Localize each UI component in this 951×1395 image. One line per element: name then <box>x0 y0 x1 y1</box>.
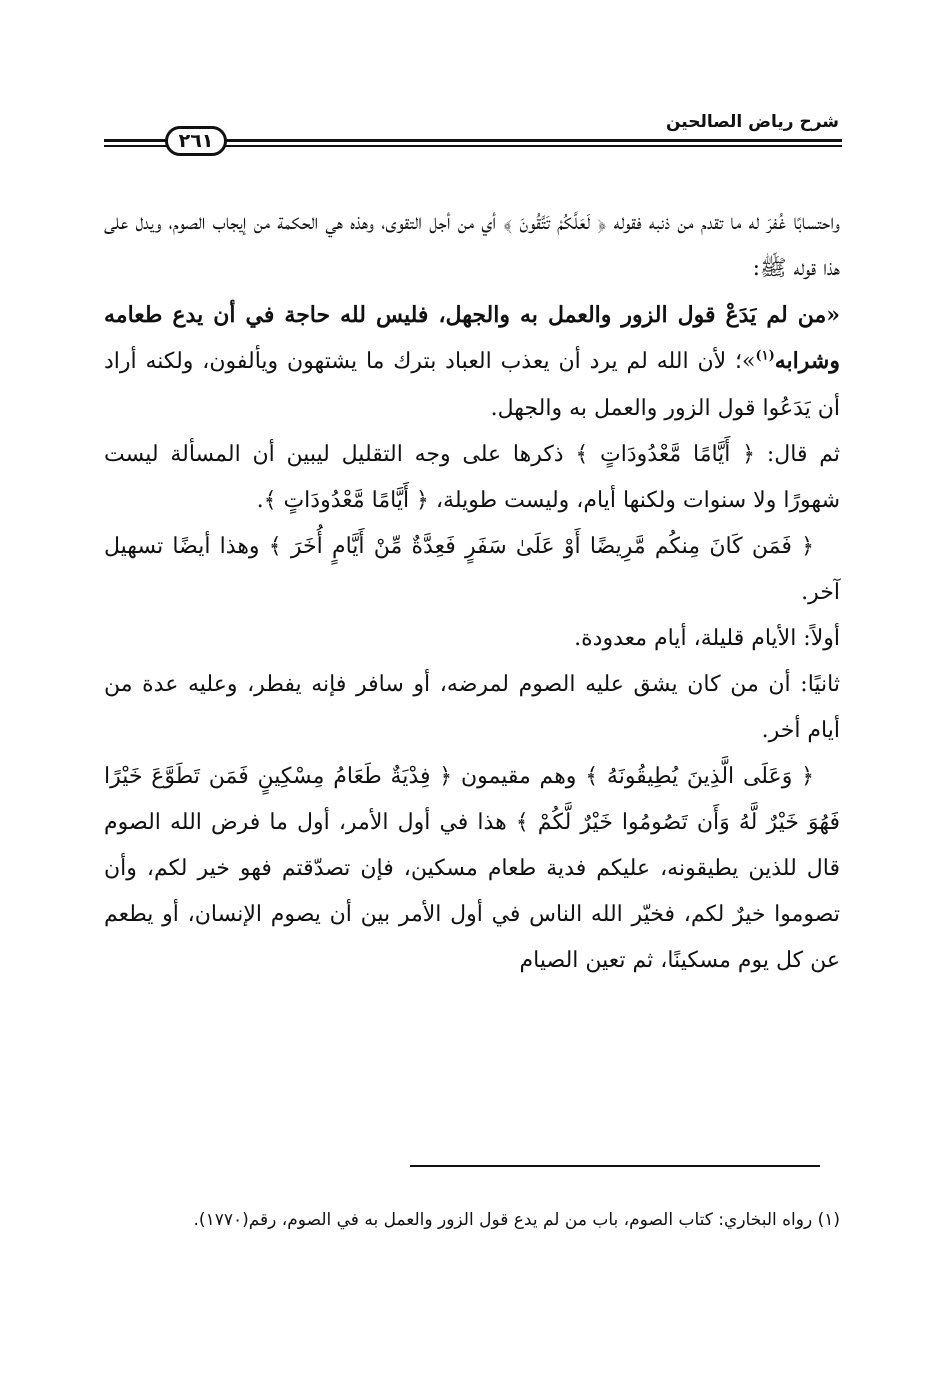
hadith-text: «من لم يَدَعْ قول الزور والعمل به والجهل، فليس لله حاجة في أن يدع طعامه وشرابه <box>104 302 840 374</box>
footnote: (١) رواه البخاري: كتاب الصوم، باب من لم يدع قول الزور والعمل به في الصوم، رقم(١٧٧٠). <box>193 1210 840 1230</box>
paragraph-continuation: »؛ لأن الله لم يرد أن يعذب العباد بترك ما يشتهون ويألفون، ولكنه أراد أن يَدَعُوا قول الزور والعمل به والجهل. <box>104 349 840 421</box>
running-header-title: شرح رياض الصالحين <box>665 112 839 132</box>
paragraph: ثم قال: ﴿ أَيَّامًا مَّعْدُودَاتٍ ﴾ ذكرها على وجه التقليل ليبين أن المسألة ليست شهورًا ولا سنوات ولكنها أيام، وليست طويلة، ﴿ أَيَّامًا مَّعْدُودَاتٍ ﴾. <box>104 442 840 513</box>
paragraph: ثانيًا: أن من كان يشق عليه الصوم لمرضه، أو سافر فإنه يفطر، وعليه عدة من أيام أخر. <box>104 672 840 743</box>
paragraph: أولاً: الأيام قليلة، أيام معدودة. <box>574 626 840 651</box>
footnote-divider <box>410 1165 820 1167</box>
paragraph: ﴿ وَعَلَى الَّذِينَ يُطِيقُونَهُ ﴾ وهم مقيمون ﴿ فِدْيَةٌ طَعَامُ مِسْكِينٍ فَمَن تَطَوَّعَ خَيْرًا فَهُوَ خَيْرٌ لَّهُ وَأَن تَصُومُوا خَيْرٌ لَّكُمْ ﴾ هذا في أول الأمر، أول ما فرض الله الصوم قال للذين يطيقونه، عليكم فدية طعام مسكين، فإن تصدّقتم فهو خير لكم، وأن تصوموا خيرٌ لكم، فخيّر الله الناس في أول الأمر بين أن يصوم الإنسان، أو يطعم عن كل يوم مسكينًا، ثم تعين الصيام <box>104 764 840 973</box>
paragraph: ﴿ فَمَن كَانَ مِنكُم مَّرِيضًا أَوْ عَلَىٰ سَفَرٍ فَعِدَّةٌ مِّنْ أَيَّامٍ أُخَرَ ﴾ وهذا أيضًا تسهيل آخر. <box>104 534 840 605</box>
page-number-badge: ٢٦١ <box>165 126 227 156</box>
paragraph: واحتسابًا غُفرَ له ما تقدم من ذنبه فقوله ﴿ لَعَلَّكُمْ تَتَّقُونَ ﴾ أي من أجل التقوى، وهذه هي الحكمة من إيجاب الصوم، ويدل على هذا قوله ﷺ: <box>104 210 840 281</box>
footnote-reference[interactable]: (١) <box>755 348 775 364</box>
hadith-quote <box>104 292 840 432</box>
main-text <box>104 200 840 984</box>
